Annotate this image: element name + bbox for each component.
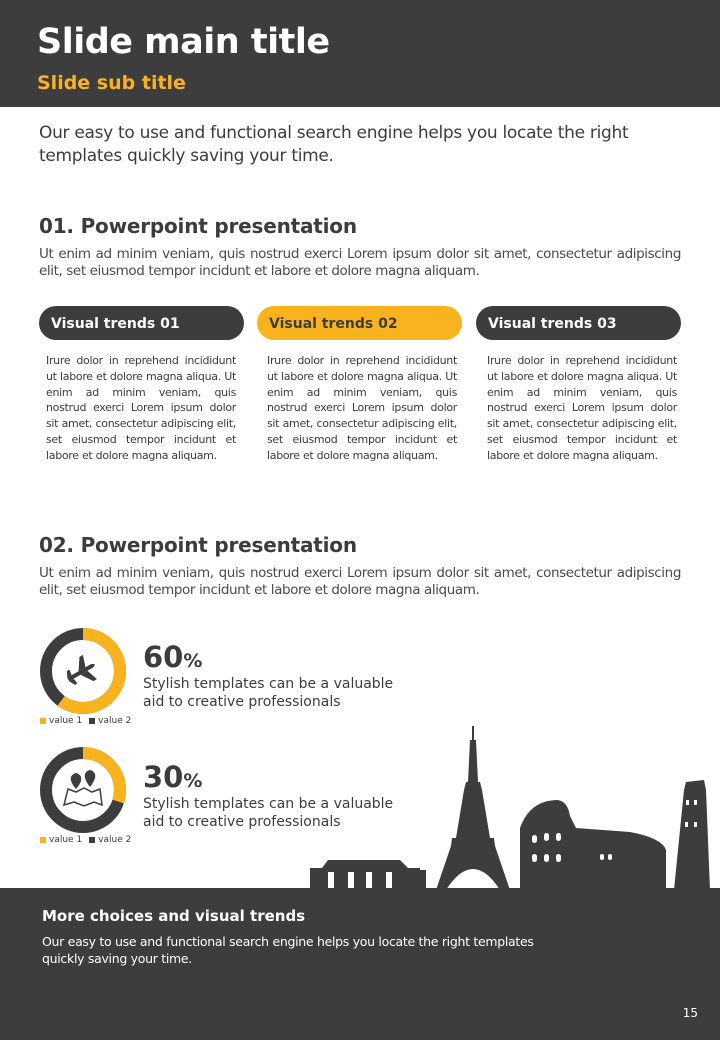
legend-label-value-1: value 1 [49, 716, 83, 726]
legend-label-value-1: value 1 [49, 835, 83, 845]
section2-text: Ut enim ad minim veniam, quis nostrud exerci Lorem ipsum dolor sit amet, consectetur adipiscing elit, set eiusmod tempor incidunt et labore et dolore magna aliquam. [39, 565, 681, 598]
slide-title: Slide main title [37, 22, 330, 62]
map-pin-icon [64, 770, 102, 806]
stat-1-number: 60 [143, 640, 184, 674]
intro-text: Our easy to use and functional search engine helps you locate the right templates quickly saving your time. [39, 123, 629, 166]
airplane-icon [61, 652, 101, 691]
visual-trends-03-text: Irure dolor in reprehend incididunt ut labore et dolore magna aliqua. Ut enim ad minim veniam, quis nostrud exerci Lorem ipsum dolor sit amet, consectetur adipiscing elit, set eiusmod tempor incidunt et labore et dolore magna aliquam. [487, 354, 677, 462]
city-skyline-illustration [300, 720, 720, 890]
legend-swatch-value-2 [89, 718, 95, 724]
stat-2-unit: % [183, 770, 203, 792]
stat-1-unit: % [183, 650, 203, 672]
stat-1-text: Stylish templates can be a valuable aid to creative professionals [143, 676, 394, 710]
legend-label-value-2: value 2 [98, 835, 132, 845]
footer-title: More choices and visual trends [42, 907, 306, 925]
visual-trends-02-pill: Visual trends 02 [257, 306, 462, 340]
page-number: 15 [682, 1006, 698, 1020]
visual-trends-02-text: Irure dolor in reprehend incididunt ut labore et dolore magna aliqua. Ut enim ad minim veniam, quis nostrud exerci Lorem ipsum dolor sit amet, consectetur adipiscing elit, set eiusmod tempor incidunt et labore et dolore magna aliquam. [267, 354, 457, 462]
colosseum-silhouette [520, 800, 666, 890]
legend-label-value-2: value 2 [98, 716, 132, 726]
legend-swatch-value-1 [40, 718, 46, 724]
stat-1-value [143, 640, 202, 674]
visual-trends-01-pill: Visual trends 01 [39, 306, 244, 340]
leaning-tower-silhouette [674, 780, 710, 890]
visual-trends-03-pill: Visual trends 03 [476, 306, 681, 340]
stat-2-text: Stylish templates can be a valuable aid to creative professionals [143, 796, 394, 830]
stat-2-value [143, 760, 202, 794]
section1-title: 01. Powerpoint presentation [39, 214, 357, 238]
donut-1-legend [40, 716, 131, 726]
eiffel-tower-silhouette [436, 726, 510, 890]
section1-text: Ut enim ad minim veniam, quis nostrud exerci Lorem ipsum dolor sit amet, consectetur adipiscing elit, set eiusmod tempor incidunt et labore et dolore magna aliquam. [39, 246, 681, 279]
visual-trends-01-text: Irure dolor in reprehend incididunt ut labore et dolore magna aliqua. Ut enim ad minim veniam, quis nostrud exerci Lorem ipsum dolor sit amet, consectetur adipiscing elit, set eiusmod tempor incidunt et labore et dolore magna aliquam. [46, 354, 236, 462]
donut-chart-1 [38, 626, 128, 716]
footer-bar [0, 888, 720, 1040]
stat-2-number: 30 [143, 760, 184, 794]
section2-title: 02. Powerpoint presentation [39, 533, 357, 557]
legend-swatch-value-1 [40, 837, 46, 843]
donut-chart-2 [38, 745, 128, 835]
legend-swatch-value-2 [89, 837, 95, 843]
slide-subtitle: Slide sub title [37, 72, 186, 94]
header-bar [0, 0, 720, 107]
donut-2-legend [40, 835, 131, 845]
footer-text: Our easy to use and functional search engine helps you locate the right templates quickly saving your time. [42, 934, 534, 966]
